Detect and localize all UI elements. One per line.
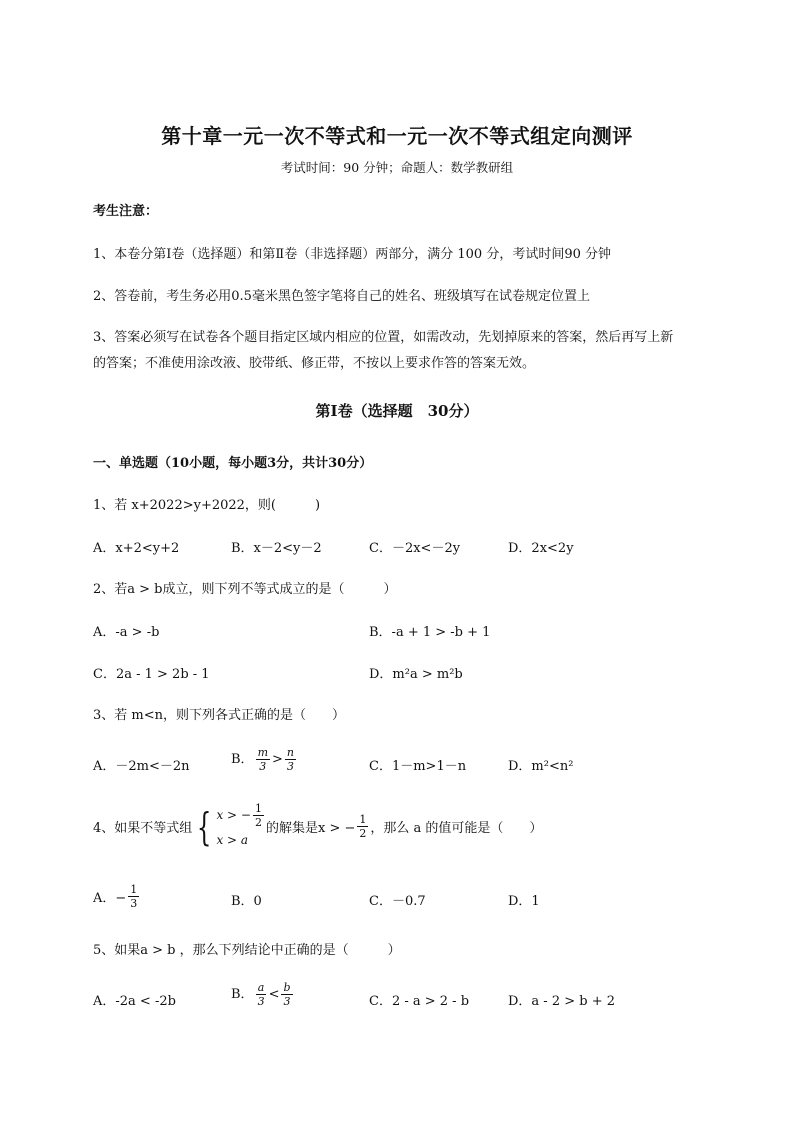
q4-stem-prefix: 4、如果不等式组 bbox=[93, 821, 193, 836]
q2-option-c[interactable]: C．2a - 1 > 2b - 1 bbox=[93, 667, 210, 682]
notes-heading: 考生注意： bbox=[93, 204, 159, 219]
q4-option-c[interactable]: C．－0.7 bbox=[369, 894, 426, 909]
page-title: 第十章一元一次不等式和一元一次不等式组定向测评 bbox=[161, 124, 633, 148]
q4-solution-fraction: $\frac{1}{2}$ bbox=[359, 813, 367, 840]
note-item-3: 3、答案必须写在试卷各个题目指定区域内相应的位置，如需改动，先划掉原来的答案，然后再写上新 bbox=[93, 330, 674, 345]
q1-option-c[interactable]: C．－2x<－2y bbox=[369, 541, 461, 556]
q2-option-a[interactable]: A．-a > -b bbox=[93, 625, 160, 640]
note-item-1: 1、本卷分第Ⅰ卷（选择题）和第Ⅱ卷（非选择题）两部分，满分 100 分，考试时间90 分钟 bbox=[93, 247, 611, 262]
q3-b-operator: > bbox=[272, 752, 283, 767]
q5-option-b-label: B． bbox=[231, 987, 254, 1002]
q3-option-a[interactable]: A．－2m<－2n bbox=[93, 759, 190, 774]
q5-option-a[interactable]: A．-2a < -2b bbox=[93, 994, 176, 1009]
q3-option-c[interactable]: C．1－m>1－n bbox=[369, 759, 467, 774]
q4-option-b[interactable]: B．0 bbox=[231, 894, 262, 909]
q4-stem-suffix: ，那么 a 的值可能是（ ） bbox=[370, 821, 543, 836]
q5-option-c[interactable]: C．2 - a > 2 - b bbox=[369, 994, 470, 1009]
question-4-stem bbox=[93, 802, 542, 851]
q5-b-fraction-1: $\frac{a}{3}$ bbox=[257, 981, 265, 1008]
system-line-2: x > a bbox=[216, 833, 249, 847]
system-fraction: $\frac{1}{2}$ bbox=[254, 802, 262, 829]
question-5-stem: 5、如果a > b ，那么下列结论中正确的是（ ） bbox=[93, 943, 401, 958]
q2-option-b[interactable]: B．-a + 1 > -b + 1 bbox=[369, 625, 491, 640]
q2-option-d[interactable]: D．m²a > m²b bbox=[369, 667, 463, 682]
q5-option-b[interactable] bbox=[231, 981, 295, 1008]
section-title: 第Ⅰ卷（选择题 30分） bbox=[315, 402, 479, 420]
question-3-stem: 3、若 m<n，则下列各式正确的是（ ） bbox=[93, 708, 345, 723]
q1-option-d[interactable]: D．2x<2y bbox=[508, 541, 574, 556]
part-heading: 一、单选题（10小题，每小题3分，共计30分） bbox=[93, 456, 373, 471]
q3-option-d[interactable]: D．m²<n² bbox=[508, 759, 574, 774]
q1-option-b[interactable]: B．x－2<y－2 bbox=[231, 541, 322, 556]
q4-option-d[interactable]: D．1 bbox=[508, 894, 540, 909]
inequality-system bbox=[216, 802, 266, 851]
q4-stem-mid: 的解集是x > − bbox=[265, 821, 356, 836]
q4-a-fraction: $\frac{1}{3}$ bbox=[130, 883, 138, 910]
q5-b-operator: < bbox=[268, 987, 280, 1002]
note-item-2: 2、答卷前，考生务必用0.5毫米黑色签字笔将自己的姓名、班级填写在试卷规定位置上 bbox=[93, 289, 590, 304]
q5-option-d[interactable]: D．a - 2 > b + 2 bbox=[508, 994, 616, 1009]
q5-b-fraction-2: $\frac{b}{3}$ bbox=[283, 981, 291, 1008]
note-item-3-cont: 的答案；不准使用涂改液、胶带纸、修正带，不按以上要求作答的答案无效。 bbox=[93, 356, 536, 371]
q4-option-a[interactable] bbox=[93, 883, 141, 910]
q3-option-b[interactable] bbox=[231, 746, 298, 773]
q3-b-fraction-1: $\frac{m}{3}$ bbox=[257, 746, 268, 773]
q3-b-fraction-2: $\frac{n}{3}$ bbox=[286, 746, 294, 773]
q4-option-a-label: A．− bbox=[93, 891, 127, 906]
q1-option-a[interactable]: A．x+2<y+2 bbox=[93, 541, 180, 556]
question-1-stem: 1、若 x+2022>y+2022，则( ) bbox=[93, 498, 321, 513]
question-2-stem: 2、若a > b成立，则下列不等式成立的是（ ） bbox=[93, 582, 397, 597]
system-line-1: x > − $\frac{1}{2}$ bbox=[216, 802, 262, 829]
q3-option-b-label: B． bbox=[231, 752, 254, 767]
page-subtitle: 考试时间：90 分钟；命题人：数学教研组 bbox=[280, 160, 514, 175]
system-brace: { bbox=[197, 804, 212, 849]
